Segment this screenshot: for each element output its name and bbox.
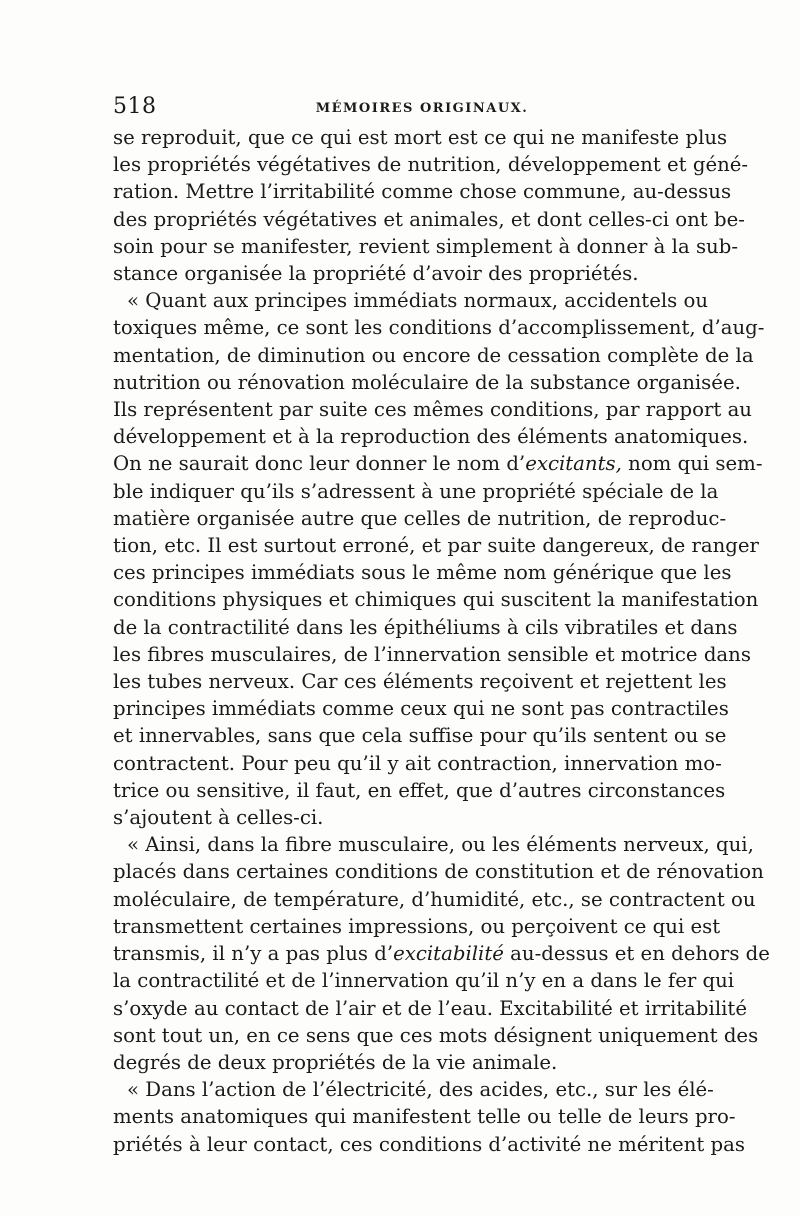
- text-line: et innervables, sans que cela suffise pour qu’ils sentent ou se: [113, 724, 727, 748]
- text-line: conditions physiques et chimiques qui suscitent la manifestation: [113, 588, 759, 612]
- paragraph-1: [113, 124, 749, 287]
- text-line: stance organisée la propriété d’avoir des propriétés.: [113, 262, 639, 286]
- text-line: « Quant aux principes immédiats normaux, accidentels ou: [127, 289, 709, 313]
- text-line: se reproduit, que ce qui est mort est ce qui ne manifeste plus: [113, 126, 728, 149]
- text-line: priétés à leur contact, ces conditions d’activité ne méritent pas: [113, 1132, 745, 1156]
- text-segment: au-dessus et en dehors de: [503, 942, 770, 966]
- text-line: tion, etc. Il est surtout erroné, et par suite dangereux, de ranger: [113, 534, 759, 558]
- text-line: toxiques même, ce sont les conditions d’accomplissement, d’aug-: [113, 316, 765, 340]
- running-head: MÉMOIRES ORIGINAUX.: [315, 101, 529, 116]
- paragraph-2: [113, 287, 765, 831]
- text-line: mentation, de diminution ou encore de cessation complète de la: [113, 343, 754, 367]
- text-line-with-italic: [113, 450, 763, 477]
- text-line: principes immédiats comme ceux qui ne sont pas contractiles: [113, 697, 729, 721]
- text-line: les propriétés végétatives de nutrition, développement et géné-: [113, 153, 749, 177]
- italic-term: excitants,: [525, 452, 622, 476]
- text-line: la contractilité et de l’innervation qu’il n’y en a dans le fer qui: [113, 969, 735, 993]
- text-line: de la contractilité dans les épithéliums à cils vibratiles et dans: [113, 615, 738, 639]
- body-text: [113, 124, 770, 1158]
- page-header: [113, 92, 687, 122]
- text-line: « Ainsi, dans la fibre musculaire, ou les éléments nerveux, qui,: [127, 833, 754, 857]
- text-line: ble indiquer qu’ils s’adressent à une propriété spéciale de la: [113, 479, 719, 503]
- text-segment: On ne saurait donc leur donner le nom d’: [113, 452, 526, 476]
- text-line: trice ou sensitive, il faut, en effet, que d’autres circonstances: [113, 778, 726, 802]
- text-line: placés dans certaines conditions de constitution et de rénovation: [113, 860, 764, 884]
- text-line: ces principes immédiats sous le même nom générique que les: [113, 561, 732, 585]
- text-line: les tubes nerveux. Car ces éléments reçoivent et rejettent les: [113, 670, 727, 694]
- text-segment: transmis, il n’y a pas plus d’: [113, 942, 394, 966]
- paragraph-4: [113, 1076, 745, 1158]
- text-line: s’ajoutent à celles-ci.: [113, 806, 324, 830]
- text-line: ments anatomiques qui manifestent telle ou telle de leurs pro-: [113, 1105, 736, 1129]
- text-line: nutrition ou rénovation moléculaire de la substance organisée.: [113, 370, 741, 394]
- text-line: développement et à la reproduction des éléments anatomiques.: [113, 425, 749, 449]
- text-line: matière organisée autre que celles de nutrition, de reproduc-: [113, 506, 727, 530]
- text-line: Ils représentent par suite ces mêmes conditions, par rapport au: [113, 398, 752, 422]
- text-line-with-italic: [113, 940, 770, 967]
- text-line: sont tout un, en ce sens que ces mots désignent uniquement des: [113, 1023, 759, 1047]
- text-line: s’oxyde au contact de l’air et de l’eau. Excitabilité et irritabilité: [113, 996, 747, 1020]
- text-line: soin pour se manifester, revient simplement à donner à la sub-: [113, 234, 738, 258]
- text-line: moléculaire, de température, d’humidité, etc., se contractent ou: [113, 887, 756, 911]
- text-line: « Dans l’action de l’électricité, des acides, etc., sur les élé-: [127, 1078, 714, 1102]
- text-line: ration. Mettre l’irritabilité comme chose commune, au-dessus: [113, 180, 732, 204]
- text-line: transmettent certaines impressions, ou perçoivent ce qui est: [113, 914, 721, 938]
- text-segment: nom qui sem-: [621, 452, 763, 476]
- page-number: 518: [113, 94, 157, 119]
- italic-term: excitabilité: [393, 942, 504, 966]
- text-line: des propriétés végétatives et animales, et dont celles-ci ont be-: [113, 207, 745, 231]
- text-line: contractent. Pour peu qu’il y ait contraction, innervation mo-: [113, 751, 722, 775]
- text-line: degrés de deux propriétés de la vie animale.: [113, 1050, 558, 1074]
- paragraph-3: [113, 831, 770, 1076]
- text-line: les fibres musculaires, de l’innervation sensible et motrice dans: [113, 642, 751, 666]
